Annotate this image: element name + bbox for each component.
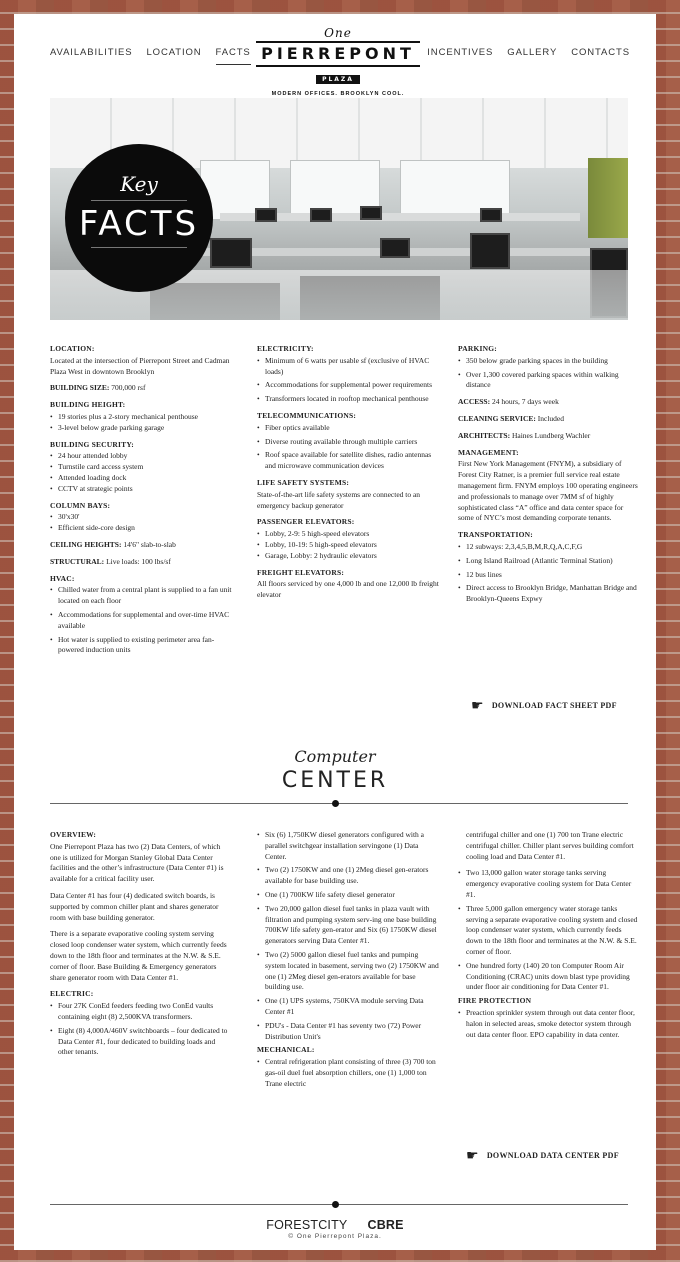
cc-divider bbox=[50, 803, 628, 804]
key-facts-badge bbox=[65, 144, 213, 292]
cc-fire-heading: FIRE PROTECTION bbox=[458, 996, 532, 1006]
fact-hvac: HVAC: • Chilled water from a central plant is supplied to a fan unit located on each floor • Accommodations for supplemental and over-time HVAC available • Hot water is supplied to existing perimeter area fan-powered induction units bbox=[50, 574, 232, 657]
computer-center-title bbox=[14, 747, 656, 793]
cc-title-italic: Computer bbox=[294, 747, 376, 766]
fact-column-bays: COLUMN BAYS: • 30'x30' • Efficient side-core design bbox=[50, 501, 232, 534]
fact-cleaning: CLEANING SERVICE: Included bbox=[458, 413, 564, 423]
cc-title-main: CENTER bbox=[281, 768, 389, 793]
pointing-hand-icon: ☛ bbox=[466, 1148, 479, 1164]
site-logo[interactable] bbox=[256, 26, 420, 97]
fact-location: LOCATION: Located at the intersection of Pierrepont Street and Cadman Plaza West in downtown Brooklyn bbox=[50, 344, 230, 376]
logo-rule-bottom bbox=[256, 65, 420, 67]
badge-facts: FACTS bbox=[78, 204, 200, 244]
nav-gallery[interactable]: GALLERY bbox=[507, 47, 558, 58]
fact-structural: STRUCTURAL: Live loads: 100 lbs/sf bbox=[50, 556, 171, 566]
fact-telecommunications: TELECOMMUNICATIONS: • Fiber optics available • Diverse routing available through multiple carriers • Roof space available for satellite dishes, radio antennas and microwave communication devices bbox=[257, 411, 439, 472]
cc-col-1: OVERVIEW: One Pierrepont Plaza has two (2) Data Centers, of which one is utilized for Morgan Stanley Global Data Center facilities and the other’s infrastructure (Data Center #1) is available for a critical facility user. Data Center #1 has four (4) dedicated switch boards, is supported by common chiller plant and shares generator room with base building generator. There is a separate evaporative cooling system serving closed loop condenser water system, which currently feeds down to the 18th floor and terminates at the N.W. & S.E. corner of floor. Base Building & Emergency generators share generator room with Data Center #1. ELECTRIC: • Four 27K ConEd feeders feeding two ConEd vaults containing eight (8) 2,500KVA transformers. • Eight (8) 4,000A/460V switchboards – four dedicated to Data Center #1, four dedicated to building loads and other tenants. bbox=[50, 830, 232, 1061]
nav-location[interactable]: LOCATION bbox=[146, 47, 202, 58]
fact-architects: ARCHITECTS: Haines Lundberg Wachler bbox=[458, 430, 591, 440]
fact-access: ACCESS: 24 hours, 7 days week bbox=[458, 397, 559, 407]
logo-tagline: MODERN OFFICES. BROOKLYN COOL. bbox=[271, 91, 405, 97]
nav-availabilities[interactable]: AVAILABILITIES bbox=[50, 47, 133, 58]
fact-building-size: BUILDING SIZE: 700,000 rsf bbox=[50, 383, 146, 393]
footer-divider-dot bbox=[332, 1201, 339, 1208]
fact-passenger-elevators: PASSENGER ELEVATORS: • Lobby, 2-9: 5 high-speed elevators • Lobby, 10-19: 5 high-speed elevators • Garage, Lobby: 2 hydraulic elevators bbox=[257, 517, 439, 561]
cc-col-3: centrifugal chiller and one (1) 700 ton Trane electric centrifugal chiller. Chiller plant serves building comfort cooling load and Data Center #1. • Two 13,000 gallon water storage tanks serving emergency evaporative cooling system for Data Center #1. • Three 5,000 gallon emergency water storage tanks serving a separate evaporative cooling system and closed loop condenser water system, which currently feeds down to the 18th floor and terminates at the N.W. & S.E. corner of floor. • One hundred forty (140) 20 ton Computer Room Air Conditioning (CRAC) units down blast type providing under floor air conditioning for Data Center #1. FIRE PROTECTION • Preaction sprinkler system through out data center floor, halon in selected areas, smoke detector system through out data center floor. EPO capability in data center. bbox=[458, 830, 640, 1043]
logo-rule-top bbox=[256, 41, 420, 43]
cc-electric-heading: ELECTRIC: bbox=[50, 989, 94, 999]
logo-name: PIERREPONT bbox=[261, 44, 415, 63]
download-data-center-link[interactable]: ☛ DOWNLOAD DATA CENTER PDF bbox=[466, 1148, 619, 1164]
fact-management: MANAGEMENT: First New York Management (FNYM), a subsidiary of Forest City Ratner, is a premier full service real estate management firm. FNYM employs 100 operating engineers and professionals to manage over 7MM sf of highly sophisticated class “A” office and data center space for some of NYC’s most demanding corporate tenants. bbox=[458, 447, 638, 523]
fact-electricity: ELECTRICITY: • Minimum of 6 watts per usable sf (exclusive of HVAC loads) • Accommodations for supplemental power requirements • Transformers located in rooftop mechanical penthouse bbox=[257, 344, 439, 405]
fact-life-safety: LIFE SAFETY SYSTEMS: State-of-the-art life safety systems are connected to an emergency backup generator bbox=[257, 477, 421, 510]
fact-freight-elevators: FREIGHT ELEVATORS: All floors serviced by one 4,000 lb and one 12,000 lb freight elevator bbox=[257, 567, 439, 600]
facts-col-2 bbox=[257, 344, 439, 607]
cc-overview-heading: OVERVIEW: bbox=[50, 830, 97, 839]
logo-one: One bbox=[324, 26, 352, 40]
badge-key: Key bbox=[120, 172, 158, 196]
fact-transportation: TRANSPORTATION: • 12 subways: 2,3,4,5,B,M,R,Q,A,C,F,G • Long Island Railroad (Atlantic Terminal Station) • 12 bus lines • Direct access to Brooklyn Bridge, Manhattan Bridge and Brooklyn-Queens Expwy bbox=[458, 530, 640, 605]
fact-building-security: BUILDING SECURITY: • 24 hour attended lobby • Turnstile card access system • Attended loading dock • CCTV at strategic points bbox=[50, 440, 232, 495]
cc-divider-dot bbox=[332, 800, 339, 807]
nav-facts[interactable]: FACTS bbox=[216, 47, 251, 65]
footer-divider bbox=[50, 1204, 628, 1205]
nav-right bbox=[413, 47, 630, 58]
facts-col-3 bbox=[458, 344, 640, 611]
copyright: © One Pierrepont Plaza. bbox=[288, 1233, 382, 1240]
fact-ceiling-heights: CEILING HEIGHTS: 14'6" slab-to-slab bbox=[50, 539, 176, 549]
nav-contacts[interactable]: CONTACTS bbox=[571, 47, 630, 58]
facts-col-1 bbox=[50, 344, 232, 662]
cc-mechanical-heading: MECHANICAL: bbox=[257, 1045, 315, 1055]
forest-city-logo[interactable]: FORESTCITY bbox=[266, 1218, 348, 1232]
footer-logos bbox=[14, 1216, 656, 1234]
cbre-logo[interactable]: CBRE bbox=[367, 1218, 404, 1232]
download-fact-sheet-link[interactable]: ☛ DOWNLOAD FACT SHEET PDF bbox=[471, 698, 617, 714]
pointing-hand-icon: ☛ bbox=[471, 698, 484, 714]
fact-building-height: BUILDING HEIGHT: • 19 stories plus a 2-story mechanical penthouse • 3-level below grade parking garage bbox=[50, 400, 232, 433]
fact-parking: PARKING: • 350 below grade parking spaces in the building • Over 1,300 covered parking spaces within walking distance bbox=[458, 344, 640, 391]
cc-col-2: • Six (6) 1,750KW diesel generators configured with a parallel switchgear installation servingone (1) Data Center. • Two (2) 1750KW and one (1) 2Meg diesel gen-erators available for base building use. • One (1) 700KW life safety diesel generator • Two 20,000 gallon diesel fuel tanks in plaza vault with filtration and pumping system serv-ing one base building 700KW life safety gen-erator and Six (6) 1750KW diesel generators serving Data Center #1. • Two (2) 5000 gallon diesel fuel tanks and pumping system located in basement, serving two (2) 1750KW and one (1) 2Meg diesel gen-erators available for base building use. • One (1) UPS systems, 750KVA module serving Data Center #1 • PDU's - Data Center #1 has seventy two (72) Power Distribution Unit's MECHANICAL: • Central refrigeration plant consisting of three (3) 700 ton gas-oil duel fuel absorption chillers, one (1) 1,000 ton Trane electric bbox=[257, 830, 439, 1093]
nav-left bbox=[50, 47, 265, 65]
page bbox=[14, 14, 656, 1250]
nav-incentives[interactable]: INCENTIVES bbox=[427, 47, 494, 58]
logo-plaza: PLAZA bbox=[316, 75, 360, 84]
